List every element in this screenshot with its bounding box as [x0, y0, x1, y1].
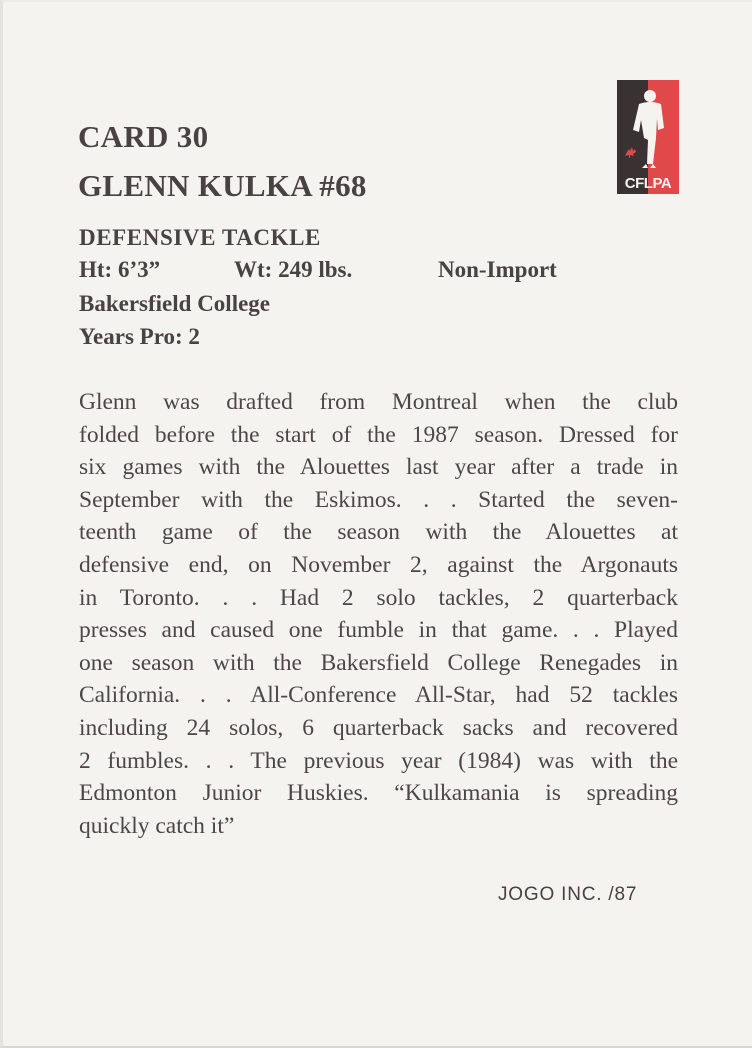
card-number: CARD 30 [78, 119, 209, 154]
bio-line: September with the Eskimos. . . Started the seven- [79, 486, 678, 513]
bio-line: including 24 solos, 6 quarterback sacks and recovered [79, 714, 678, 741]
player-import-status: Non-Import [438, 257, 557, 282]
player-name: GLENN KULKA #68 [78, 168, 367, 203]
bio-line: in Toronto. . . Had 2 solo tackles, 2 quarterback [79, 584, 678, 611]
bio-line: quickly catch it” [79, 812, 235, 839]
bio-line: defensive end, on November 2, against the Argonauts [79, 551, 678, 578]
bio-line: six games with the Alouettes last year after a trade in [79, 454, 678, 481]
bio-line: California. . . All-Conference All-Star, had 52 tackles [79, 682, 678, 709]
player-biography [79, 386, 678, 842]
player-years-pro: Years Pro: 2 [79, 324, 200, 349]
player-college: Bakersfield College [79, 291, 270, 316]
player-stats-row [79, 258, 639, 284]
player-position: DEFENSIVE TACKLE [79, 225, 322, 250]
bio-line: teenth game of the season with the Alouettes at [79, 519, 678, 546]
bio-line: folded before the start of the 1987 season. Dressed for [79, 421, 678, 448]
bio-line: Edmonton Junior Huskies. “Kulkamania is spreading [79, 780, 678, 807]
player-weight: Wt: 249 lbs. [234, 257, 353, 282]
bio-line: Glenn was drafted from Montreal when the club [79, 389, 678, 415]
cflpa-logo [617, 80, 679, 194]
bio-line: 2 fumbles. . . The previous year (1984) was with the [79, 747, 678, 774]
player-height: Ht: 6’3” [79, 257, 161, 282]
logo-text: CFLPA [624, 175, 672, 192]
bio-line: presses and caused one fumble in that game. . . Played [79, 617, 678, 644]
bio-line: one season with the Bakersfield College Renegades in [79, 649, 678, 676]
copyright-footer: JOGO INC. /87 [498, 884, 638, 905]
